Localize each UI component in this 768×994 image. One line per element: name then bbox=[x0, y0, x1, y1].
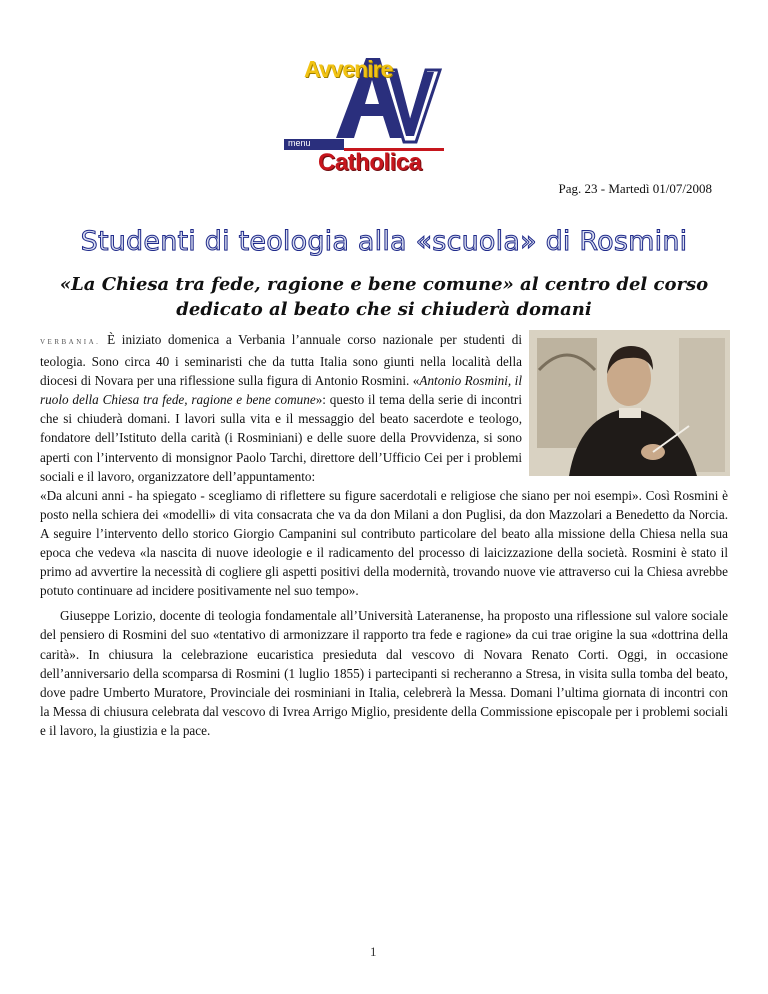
article-text-1a: È iniziato domenica a Verbania l’annuale corso nazionale per studenti di teologia. Sono circa 40 i seminaristi che da tutta Italia sono giunti nella località della diocesi di Novara per una riflessione sulla figura di Antonio Rosmini. « bbox=[40, 332, 522, 389]
logo-avvenire-text: Avvenire bbox=[304, 56, 393, 82]
article-body bbox=[40, 330, 728, 740]
article-paragraph-2: Giuseppe Lorizio, docente di teologia fondamentale all’Università Lateranense, ha proposto una riflessione sul valore sociale del pensiero di Rosmini del suo «tentativo di armonizzare il rapporto tra fede e ragione» da cui trae origine la sua «dottrina della carità». In chiusura la celebrazione eucaristica presieduta dal vescovo di Novara Renato Corti. Oggi, in occasione dell’anniversario della scomparsa di Rosmini (1 luglio 1855) i partecipanti si recheranno a Stresa, in visita sulla tomba del beato, dove padre Umberto Muratore, Provinciale dei rosminiani in Italia, celebrerà la Messa. Domani l’ultima giornata di incontri con la Messa di chiusura celebrata dal vescovo di Ivrea Arrigo Miglio, presidente della Commissione episcopale per i problemi sociali e il lavoro, la giustizia e la pace. bbox=[40, 608, 728, 738]
photo-caption-marks bbox=[531, 320, 731, 326]
headline: Studenti di teologia alla «scuola» di Rosmini bbox=[80, 226, 688, 257]
article-italic-theme: Antonio Rosmini, il ruolo della Chiesa tra fede, ragione e bene comune bbox=[40, 373, 523, 408]
page-info: Pag. 23 - Martedì 01/07/2008 bbox=[558, 181, 712, 196]
logo-menu-text: menu bbox=[288, 138, 311, 148]
logo-catholica-text: Catholica bbox=[318, 149, 422, 176]
article-paragraph-1c: «Da alcuni anni - ha spiegato - scegliamo di riflettere su figure sacerdotali e religiose che siano per noi esempi». Così Rosmini è posto nella schiera dei «modelli» di vita consacrata che va da don Milani a don Puglisi, da don Mazzolari a Benedetto da Norcia. A seguire l’intervento dello storico Giorgio Campanini sul contributo particolare del beato alla missione della Chiesa nella sua epoca che vedeva «la nascita di nuove ideologie e il radicamento del processo di laicizzazione della società. Rosmini è stato il primo ad avvertire la necessità di cogliere gli aspetti positivi della modernità, trovando nuove vie attraverso cui la Chiesa avrebbe potuto continuare ad incidere positivamente nel suo tempo». bbox=[40, 487, 728, 599]
subtitle: «La Chiesa tra fede, ragione e bene comune» al centro del corso dedicato al beato che si chiuderà domani bbox=[59, 274, 709, 320]
dateline: VERBANIA. bbox=[40, 338, 101, 346]
avvenire-catholica-logo bbox=[284, 50, 450, 180]
article-text-1b: »: questo il tema della serie di incontri che si chiuderà domani. I lavori sulla vita e il messaggio del beato sacerdote e teologo, fondatore dell’Istituto della carità (i Rosminiani) e delle suore della Provvidenza, si sono aperti con l’intervento di monsignor Paolo Tarchi, direttore dell’Ufficio Cei per i problemi sociali e il lavoro, organizzatore dell’appuntamento: bbox=[40, 392, 522, 484]
page-number: 1 bbox=[370, 944, 377, 959]
article-paragraph-1a bbox=[40, 330, 522, 486]
